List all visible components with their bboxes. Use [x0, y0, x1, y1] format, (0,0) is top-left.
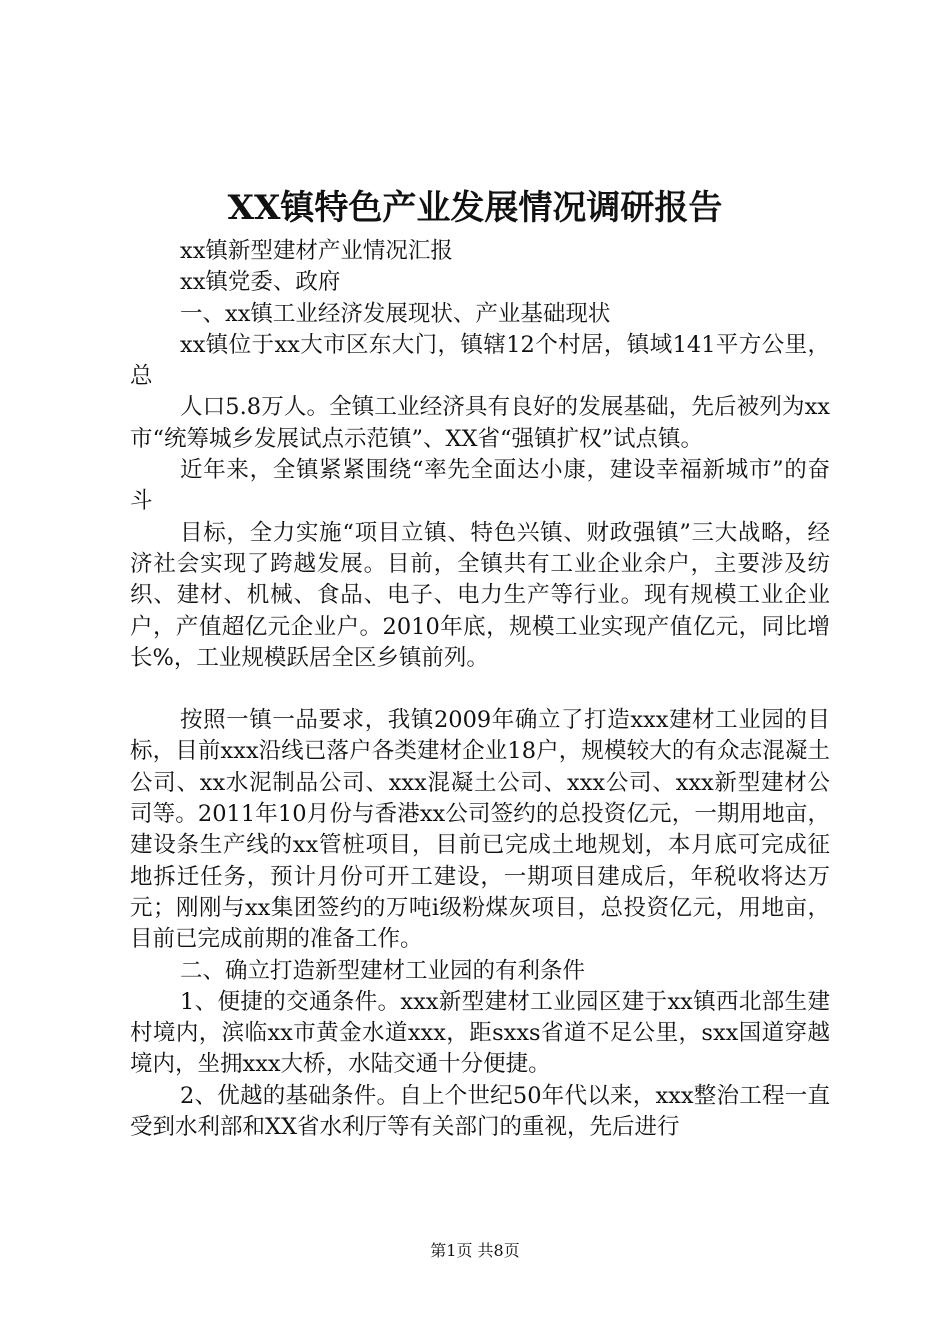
paragraph: xx镇位于xx大市区东大门，镇辖12个村居，镇域141平方公里，总 [130, 331, 830, 390]
paragraph: xx镇党委、政府 [180, 269, 341, 296]
paragraph: xx镇新型建材产业情况汇报 [180, 238, 453, 264]
document-title: XX镇特色产业发展情况调研报告 [227, 188, 723, 228]
paragraph: 人口5.8万人。全镇工业经济具有良好的发展基础，先后被列为xx市“统筹城乡发展试点示范镇”、XX省“强镇扩权”试点镇。 [130, 394, 830, 452]
section-heading: 二、确立打造新型建材工业园的有利条件 [180, 957, 586, 984]
paragraph: 近年来，全镇紧紧围绕“率先全面达小康，建设幸福新城市”的奋斗 [130, 457, 830, 515]
page-indicator: 第1页 共8页 [430, 1241, 520, 1260]
paragraph: 1、便捷的交通条件。xxx新型建材工业园区建于xx镇西北部生建村境内，滨临xx市黄金水道xxx，距sxxs省道不足公里，sxx国道穿越境内，坐拥xxx大桥，水陆交通十分便捷。 [130, 988, 830, 1078]
paragraph: 2、优越的基础条件。自上个世纪50年代以来，xxx整治工程一直受到水利部和XX省水利厅等有关部门的重视，先后进行 [130, 1082, 830, 1141]
paragraph: 目标，全力实施“项目立镇、特色兴镇、财政强镇”三大战略，经济社会实现了跨越发展。目前，全镇共有工业企业余户，主要涉及纺织、建材、机械、食品、电子、电力生产等行业。现有规模工业企业户，产值超亿元企业户。2010年底，规模工业实现产值亿元，同比增长%，工业规模跃居全区乡镇前列。 [130, 519, 830, 671]
section-heading: 一、xx镇工业经济发展现状、产业基础现状 [180, 300, 611, 327]
paragraph: 按照一镇一品要求，我镇2009年确立了打造xxx建材工业园的目标，目前xxx沿线已落户各类建材企业18户，规模较大的有众志混凝土公司、xx水泥制品公司、xxx混凝土公司、xxx公司、xxx新型建材公司等。2011年10月份与香港xx公司签约的总投资亿元，一期用地亩，建设条生产线的xx管桩项目，目前已完成土地规划，本月底可完成征地拆迁任务，预计月份可开工建设，一期项目建成后，年税收将达万元；刚刚与xx集团签约的万吨i级粉煤灰项目，总投资亿元，用地亩，目前已完成前期的准备工作。 [130, 707, 830, 953]
document-body [130, 236, 830, 1143]
